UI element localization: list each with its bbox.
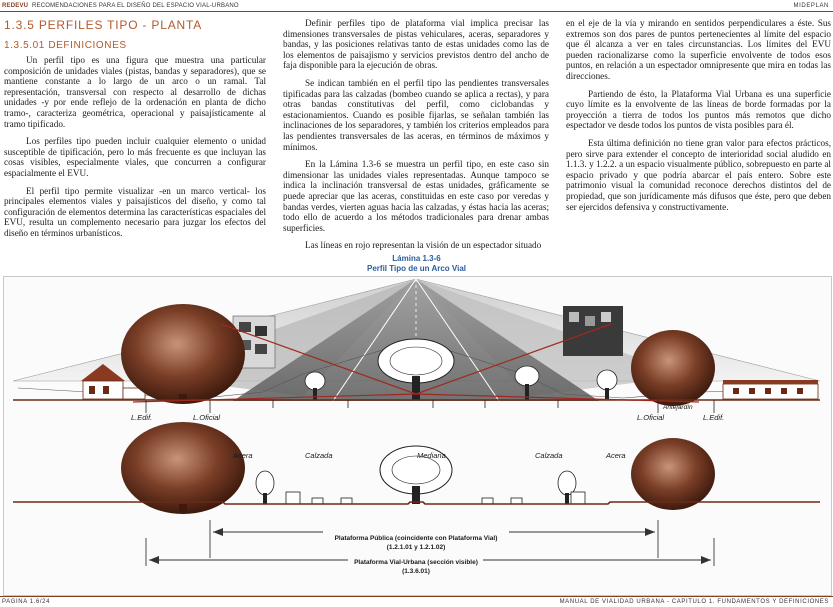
paragraph: Los perfiles tipo pueden incluir cualquier elemento o unidad susceptible de tipificación, pero lo más frecuente es que incluyan las cosas visibles, especialmente viales, que concurren a configurar espacialmente el EVU. [4,136,266,178]
header-right: MIDEPLAN [793,3,829,9]
figure-title: Perfil Tipo de un Arco Vial [367,264,466,273]
vehicles [286,492,585,504]
tree-canopy-lower-left [121,422,245,514]
page-footer [0,596,833,607]
paragraph: en el eje de la vía y mirando en sentidos perpendiculares a éste. Sus extremos son dos pares de puntos pertenecientes al límite del espacio que él alcanza a ver en tales circunstancias. Los límites del EVU pueden racionalizarse como la superficie envolvente de todos esos puntos, en relación a un espectador omnipresente que mira en todas las direcciones. [566,18,831,81]
tree-canopy-lower-right [631,438,715,510]
tree-canopy-upper-left [121,304,245,404]
subsection-title: 1.3.5.01 DEFINICIONES [4,40,127,51]
footer-rule [0,596,833,597]
label-l-edif-left: L.Edif. [131,413,153,422]
header-doc-title: RECOMENDACIONES PARA EL DISEÑO DEL ESPACIO VIAL-URBANO [31,3,239,9]
paragraph: En la Lámina 1.3-6 se muestra un perfil tipo, en este caso sin dimensionar las unidades viales representadas. Aunque tampoco se indica la inclinación transversal de estas unidades, gráficamente se puede apreciar que las aceras, constituidas en este caso por veredas y bandas verdes, vierten aguas hacia las calzadas, y éstas hacia las aceras; todo ello de acuerdo a los métodos tradicionales para drenar ambas superficies. [283,159,549,233]
header-rule [0,11,833,12]
label-plataforma-visual-ref: (1.3.6.01) [402,568,430,575]
boundary-labels [131,400,724,422]
label-l-oficial-left: L.Oficial [193,413,221,422]
header-brand: REDEVU [2,3,29,9]
header-left [2,3,239,9]
label-plataforma-publica-ref: (1.2.1.01 y 1.2.1.02) [386,544,446,551]
label-antejardin: Antejardín [663,404,693,411]
road-profile-illustration [3,276,830,594]
label-acera-right: Acera [606,451,626,460]
paragraph: El perfil tipo permite visualizar -en un marco vertical- los principales elementos viales y paisajísticos del diseño, y como tal configuración de elementos determina las características espaciales del EVU, resulta un complemento necesario para juzgar los efectos del diseño en términos urbanísticos. [4,185,266,238]
paragraph: Las líneas en rojo representan la visión de un espectador situado [305,240,542,251]
footer-manual-title: MANUAL DE VIALIDAD URBANA - CAPITULO 1. FUNDAMENTOS Y DEFINICIONES [559,599,829,605]
label-l-edif-right: L.Edif. [703,413,725,422]
text-column-1 [4,55,266,246]
figure-number: Lámina 1.3-6 [392,254,441,263]
label-plataforma-publica: Plataforma Pública (coincidente con Plataforma Vial) [334,535,498,542]
building-right [723,380,818,399]
text-column-3 [566,18,831,219]
label-acera-left: Acera [233,451,253,460]
text-column-2 [283,18,549,258]
paragraph: Partiendo de ésto, la Plataforma Vial Urbana es una superficie cuyo límite es la envolvente de las líneas de borde formadas por la proyección a tierra de todos los puntos más remotos que dicho espectador ve desde todos los puntos de vista posibles para él. [566,88,831,131]
section-title: 1.3.5 PERFILES TIPO - PLANTA [4,18,203,32]
label-calzada-left: Calzada [305,451,333,460]
page-header [0,0,833,12]
tree-canopy-upper-right [631,330,715,406]
label-calzada-right: Calzada [535,451,563,460]
label-l-oficial-right: L.Oficial [637,413,665,422]
paragraph: Un perfil tipo es una figura que muestra una particular composición de unidades viales (pistas, bandas y separadores), que se mantiene constante a lo largo de un arco o un ramal. Tal representación, transversal con respecto al desarrollo de dichas unidades -y por ende reflejo de la ordenación en planta de dicho tramo-, caracteriza geométrica, operacional y paisajísticamente al tramo tipificado. [4,55,266,129]
label-mediana: Mediana [417,451,446,460]
footer-page-number: PAGINA 1.6/24 [2,599,51,605]
paragraph: Definir perfiles tipo de plataforma vial implica precisar las dimensiones transversales de pistas vehiculares, aceras, separadores y bandas, y las posiciones relativas tanto de estas unidades como las de los elementos de paisajismo y servicios previstos dentro del ancho de faja disponible para la ejecución de obras. [283,18,549,71]
label-plataforma-visual: Plataforma Vial-Urbana (sección visible) [354,559,478,566]
paragraph: Esta última definición no tiene gran valor para efectos prácticos, pero sirve para extender el concepto de interioridad social aludido en 1.1.3. y 1.2.2. a un espacio visualmente público, sobrepuesto en parte al espacio privado y que podría abarcar el país entero. Sobre este patrimonio visual la comunidad reconoce derechos distintos del de propiedad, que son jurídicamente más difusos que éste, pero que deben ser ejercidos defensiva y constructivamente. [566,137,831,212]
paragraph: Se indican también en el perfil tipo las pendientes transversales tipificadas para las calzadas (bombeo cuando se aplica a rectas), y para otras bandas constitutivas del perfil, como ciclobandas y estacionamientos. Cuando es posible fijarlas, se señalan también las inclinaciones de los separadores, y también los criterios empleados para las pendientes transversales de las aceras, en términos de máximos y mínimos. [283,77,549,152]
